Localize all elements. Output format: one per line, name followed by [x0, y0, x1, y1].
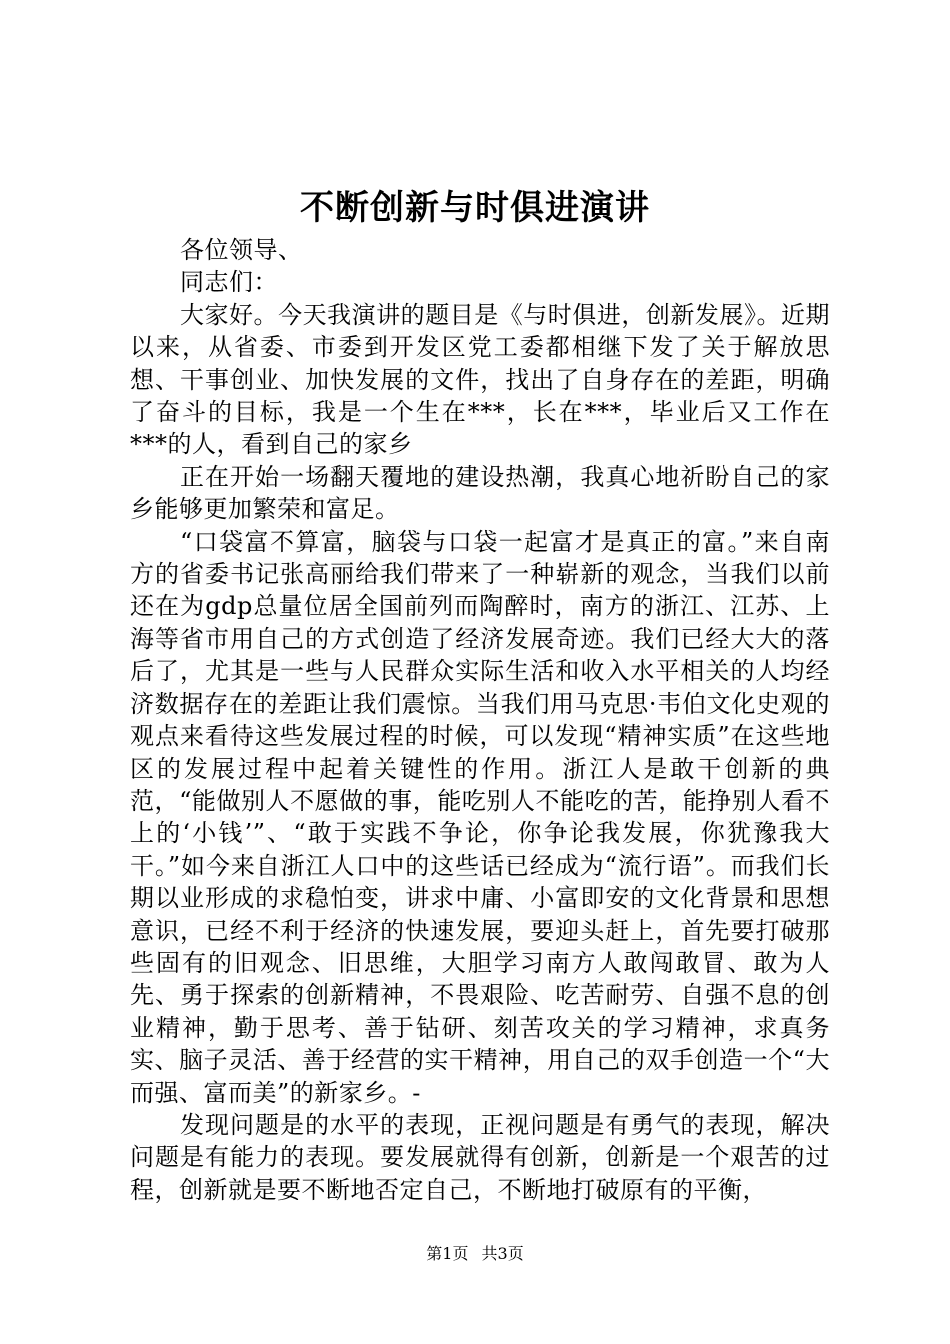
body-paragraph: 正在开始一场翻天覆地的建设热潮，我真心地祈盼自己的家乡能够更加繁荣和富足。 [130, 462, 830, 524]
body-paragraph: 大家好。今天我演讲的题目是《与时俱进，创新发展》。近期以来，从省委、市委到开发区党工委都相继下发了关于解放思想、干事创业、加快发展的文件，找出了自身存在的差距，明确了奋斗的目标，我是一个生在***，长在***，毕业后又工作在***的人，看到自己的家乡 [130, 300, 830, 459]
body-paragraph: 发现问题是的水平的表现，正视问题是有勇气的表现，解决问题是有能力的表现。要发展就得有创新，创新是一个艰苦的过程，创新就是要不断地否定自己，不断地打破原有的平衡， [130, 1110, 830, 1204]
salutation-line-2: 同志们： [180, 268, 278, 297]
body-paragraph: “口袋富不算富，脑袋与口袋一起富才是真正的富。”来自南方的省委书记张高丽给我们带来了一种崭新的观念，当我们以前还在为gdp总量位居全国前列而陶醉时，南方的浙江、江苏、上海等省市用自己的方式创造了经济发展奇迹。我们已经大大的落后了，尤其是一些与人民群众实际生活和收入水平相关的人均经济数据存在的差距让我们震惊。当我们用马克思·韦伯文化史观的观点来看待这些发展过程的时候，可以发现“精神实质”在这些地区的发展过程中起着关键性的作用。浙江人是敢干创新的典范，“能做别人不愿做的事，能吃别人不能吃的苦，能挣别人看不上的‘小钱’”、“敢于实践不争论，你争论我发展，你犹豫我大干。”如今来自浙江人口中的这些话已经成为“流行语”。而我们长期以业形成的求稳怕变，讲求中庸、小富即安的文化背景和思想意识，已经不利于经济的快速发展，要迎头赶上，首先要打破那些固有的旧观念、旧思维，大胆学习南方人敢闯敢冒、敢为人先、勇于探索的创新精神，不畏艰险、吃苦耐劳、自强不息的创业精神，勤于思考、善于钻研、刻苦攻关的学习精神，求真务实、脑子灵活、善于经营的实干精神，用自己的双手创造一个“大而强、富而美”的新家乡。- [130, 527, 830, 1107]
document-title: 不断创新与时俱进演讲 [300, 188, 650, 228]
salutation-line-1: 各位领导、 [180, 236, 303, 264]
page-number: 第1页 [426, 1244, 469, 1263]
document-body [130, 234, 830, 1206]
page-footer [0, 1244, 950, 1264]
page-total: 共3页 [481, 1244, 524, 1263]
